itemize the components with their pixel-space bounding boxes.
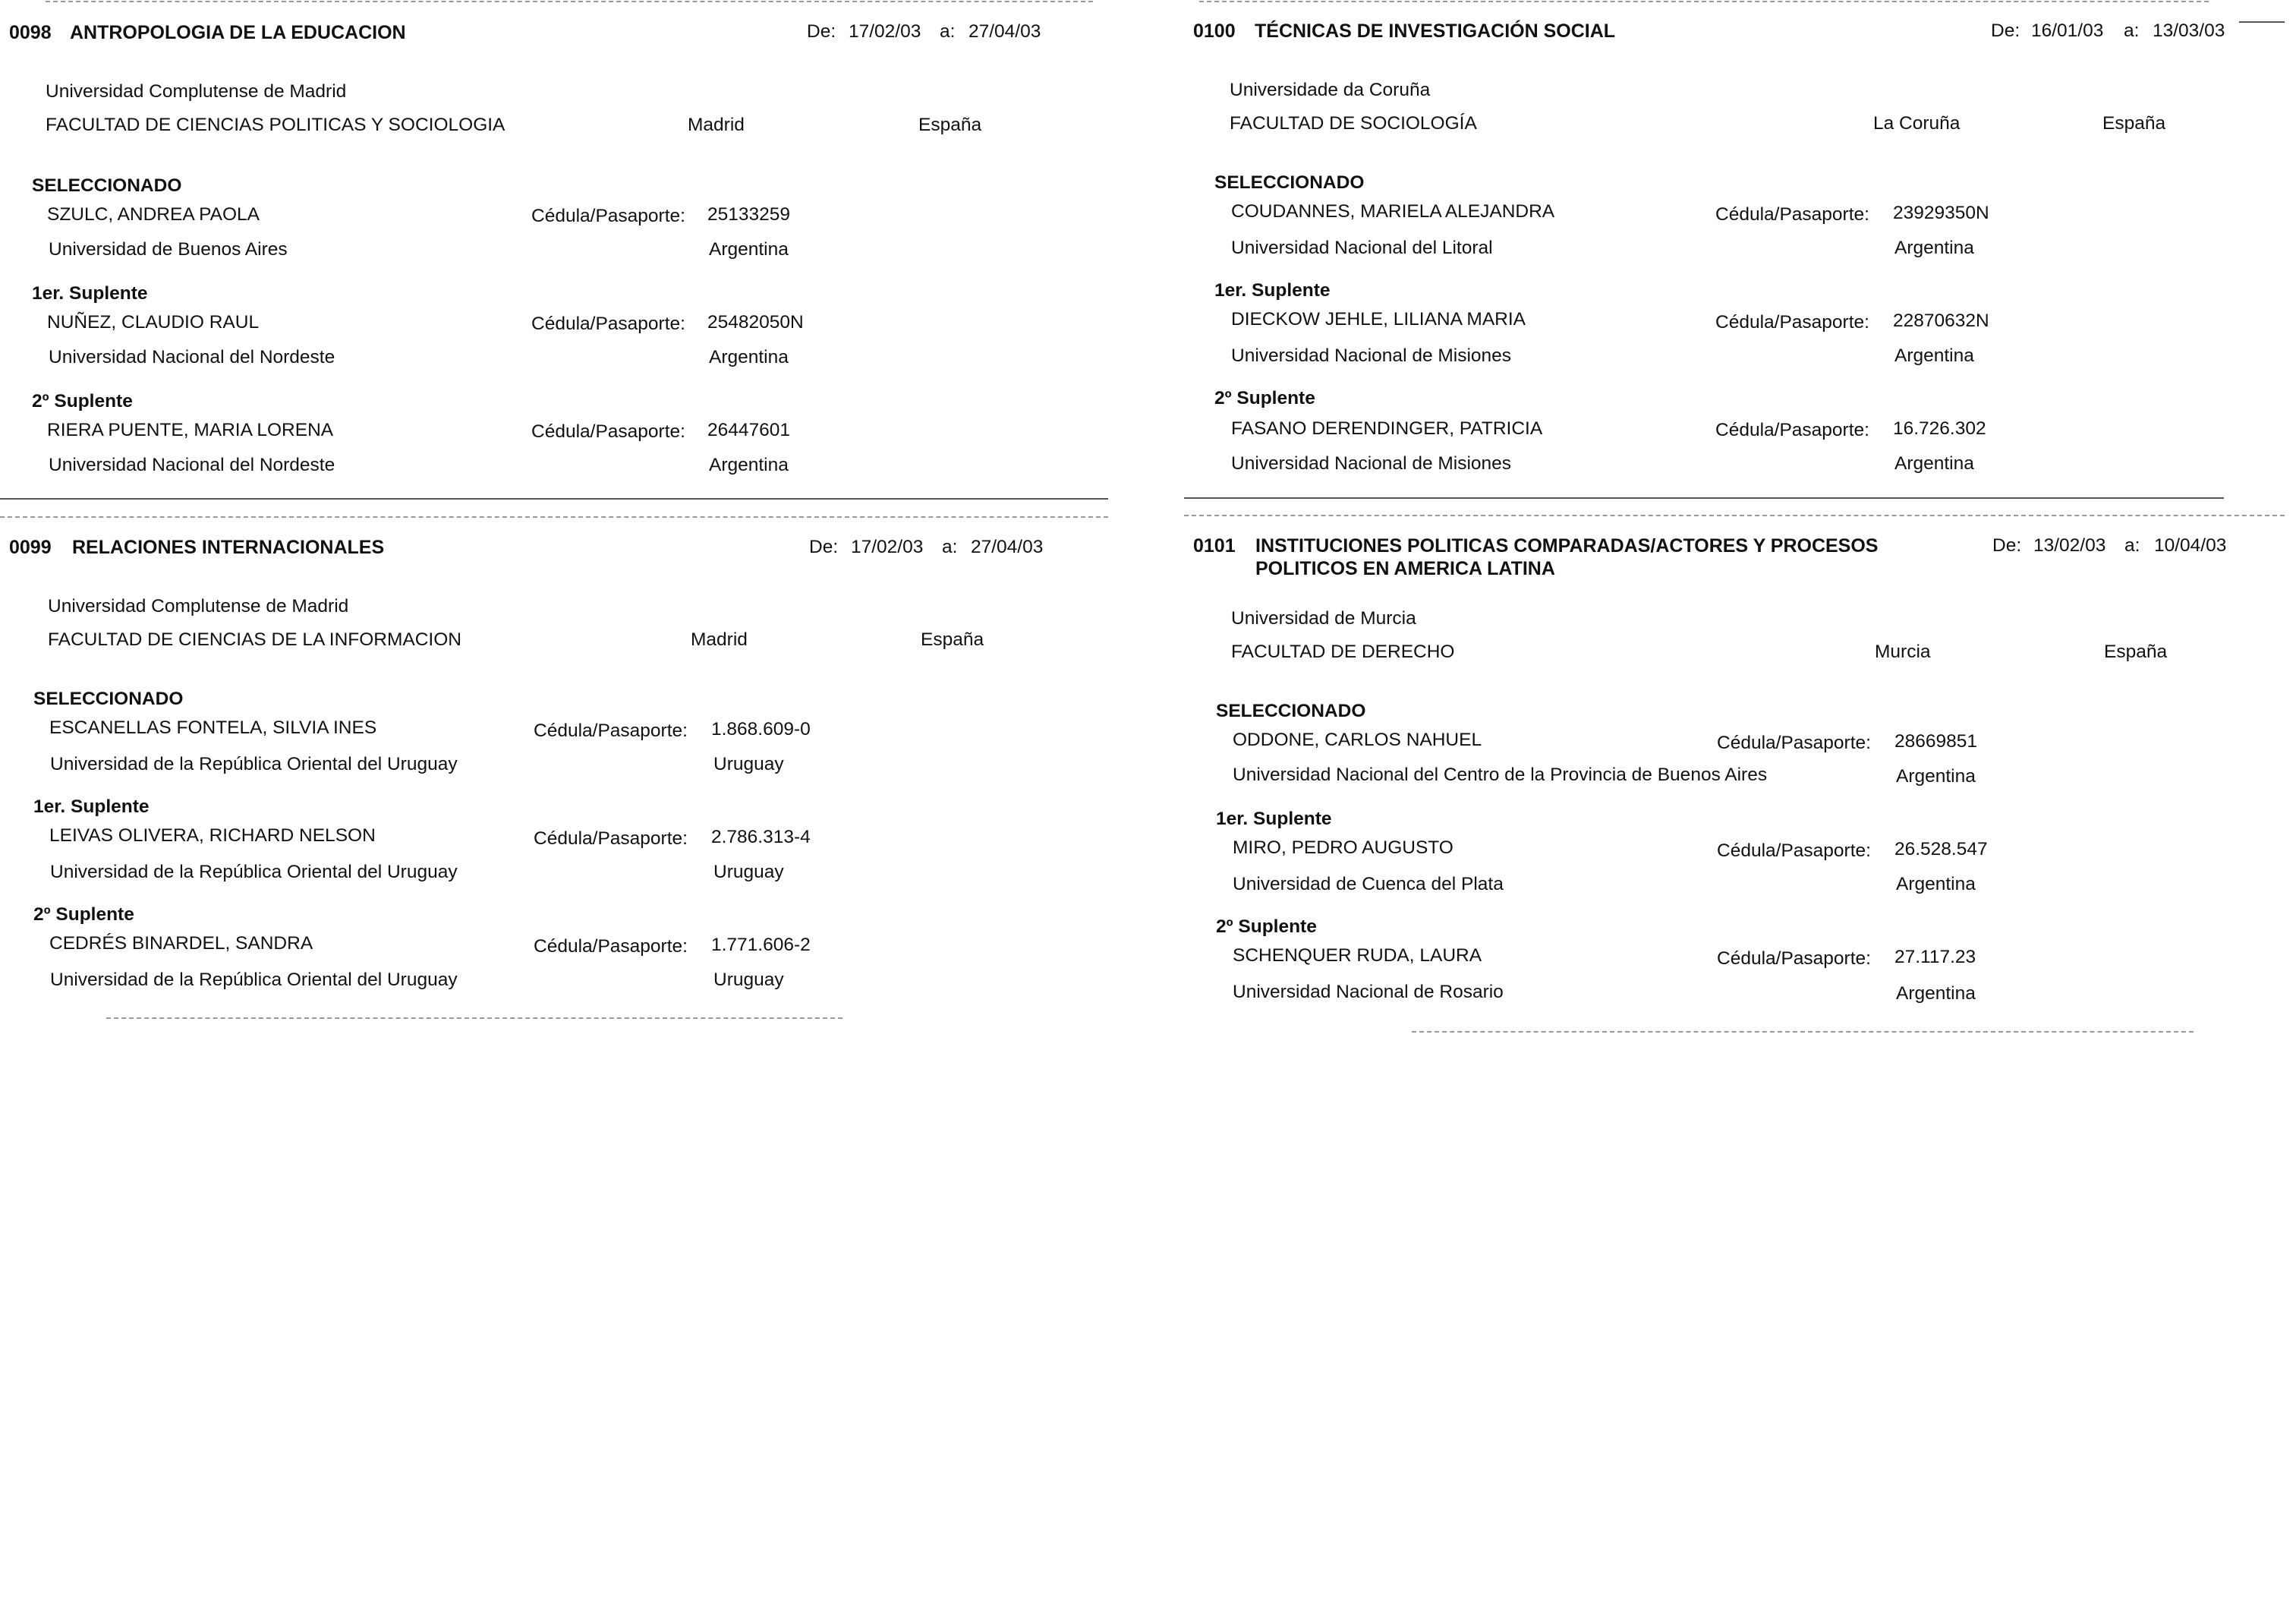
selected-heading: SELECCIONADO [1216,701,1366,721]
course-code: 0100 [1193,20,1236,42]
candidate-id: 28669851 [1894,731,1978,752]
bottom-rule-left [106,1017,842,1019]
id-label: Cédula/Pasaporte: [1717,733,1871,753]
host-faculty: FACULTAD DE SOCIOLOGÍA [1230,113,1477,134]
course-block-0100 [1184,0,2285,486]
id-label: Cédula/Pasaporte: [531,314,685,334]
candidate-name: ODDONE, CARLOS NAHUEL [1233,730,1482,750]
host-city: Madrid [688,115,745,135]
candidate-university: Universidad de la República Oriental del Uruguay [50,862,458,882]
course-code: 0099 [9,537,52,558]
candidate-university: Universidad de Cuenca del Plata [1233,874,1504,894]
date-to: 13/03/03 [2153,20,2225,41]
course-title: INSTITUCIONES POLITICAS COMPARADAS/ACTORES Y PROCESOS [1255,535,1879,557]
selected-heading: SELECCIONADO [32,175,182,196]
host-city: Murcia [1875,642,1931,662]
date-to-label: a: [942,537,958,557]
candidate-country: Argentina [709,239,789,260]
candidate-country: Argentina [1894,453,1974,474]
second-alternate-heading: 2º Suplente [32,391,133,412]
host-country: España [918,115,982,135]
candidate-id: 2.786.313-4 [711,827,811,847]
id-label: Cédula/Pasaporte: [534,721,688,741]
course-title: TÉCNICAS DE INVESTIGACIÓN SOCIAL [1255,20,1616,42]
candidate-id: 25133259 [707,204,791,225]
host-city: Madrid [691,629,748,650]
candidate-id: 22870632N [1893,311,1989,331]
host-faculty: FACULTAD DE DERECHO [1231,642,1455,662]
date-from-label: De: [807,21,836,42]
candidate-country: Uruguay [713,970,784,990]
host-university: Universidad de Murcia [1231,608,1416,629]
candidate-name: MIRO, PEDRO AUGUSTO [1233,837,1454,858]
date-to-label: a: [940,21,956,42]
candidate-university: Universidad Nacional del Nordeste [49,455,335,475]
candidate-name: RIERA PUENTE, MARIA LORENA [47,420,334,440]
candidate-university: Universidad Nacional del Nordeste [49,347,335,367]
id-label: Cédula/Pasaporte: [531,206,685,226]
second-alternate-heading: 2º Suplente [1216,916,1317,937]
course-title: ANTROPOLOGIA DE LA EDUCACION [70,22,406,43]
date-from-label: De: [1992,535,2022,556]
id-label: Cédula/Pasaporte: [1715,312,1869,333]
candidate-name: LEIVAS OLIVERA, RICHARD NELSON [49,825,376,846]
id-label: Cédula/Pasaporte: [1717,948,1871,969]
candidate-id: 27.117.23 [1894,947,1976,967]
host-faculty: FACULTAD DE CIENCIAS POLITICAS Y SOCIOLOGIA [46,115,505,135]
section-rule-left [0,498,1108,500]
host-country: España [921,629,984,650]
course-code: 0098 [9,22,52,43]
host-country: España [2102,113,2166,134]
candidate-country: Uruguay [713,862,784,882]
date-to: 27/04/03 [971,537,1044,557]
candidate-university: Universidad Nacional de Misiones [1231,453,1512,474]
host-university: Universidad Complutense de Madrid [46,81,347,102]
candidate-country: Argentina [1894,345,1974,366]
date-from-label: De: [809,537,839,557]
candidate-university: Universidad Nacional del Litoral [1231,238,1493,258]
id-label: Cédula/Pasaporte: [534,936,688,957]
candidate-country: Uruguay [713,754,784,774]
host-faculty: FACULTAD DE CIENCIAS DE LA INFORMACION [48,629,461,650]
date-from: 17/02/03 [849,21,921,42]
section-rule-right [1184,497,2224,499]
date-to-label: a: [2124,535,2140,556]
candidate-university: Universidad Nacional de Misiones [1231,345,1512,366]
candidate-id: 1.868.609-0 [711,719,811,739]
host-city: La Coruña [1873,113,1961,134]
course-block-0099 [0,516,1123,1017]
selected-heading: SELECCIONADO [33,689,184,709]
id-label: Cédula/Pasaporte: [1717,840,1871,861]
candidate-id: 25482050N [707,312,804,333]
candidate-id: 26.528.547 [1894,839,1988,859]
id-label: Cédula/Pasaporte: [531,421,685,442]
candidate-id: 26447601 [707,420,791,440]
candidate-name: DIECKOW JEHLE, LILIANA MARIA [1231,309,1526,330]
candidate-name: CEDRÉS BINARDEL, SANDRA [49,933,313,954]
host-university: Universidade da Coruña [1230,80,1431,100]
id-label: Cédula/Pasaporte: [1715,420,1869,440]
host-country: España [2104,642,2168,662]
id-label: Cédula/Pasaporte: [1715,204,1869,225]
date-from: 13/02/03 [2033,535,2106,556]
candidate-country: Argentina [1896,766,1976,787]
candidate-country: Argentina [709,455,789,475]
selected-heading: SELECCIONADO [1214,172,1365,193]
course-title-line-2: POLITICOS EN AMERICA LATINA [1255,558,1555,579]
candidate-country: Argentina [1896,874,1976,894]
date-from: 17/02/03 [851,537,924,557]
date-to-label: a: [2124,20,2140,41]
course-code: 0101 [1193,535,1236,557]
date-to: 27/04/03 [968,21,1041,42]
candidate-id: 16.726.302 [1893,418,1986,439]
second-alternate-heading: 2º Suplente [1214,388,1315,408]
candidate-name: COUDANNES, MARIELA ALEJANDRA [1231,201,1555,222]
candidate-name: NUÑEZ, CLAUDIO RAUL [47,312,260,333]
first-alternate-heading: 1er. Suplente [32,283,148,304]
candidate-university: Universidad Nacional de Rosario [1233,982,1504,1002]
date-from: 16/01/03 [2031,20,2104,41]
course-block-0098 [0,0,1123,486]
candidate-university: Universidad de la República Oriental del Uruguay [50,970,458,990]
first-alternate-heading: 1er. Suplente [1216,809,1332,829]
first-alternate-heading: 1er. Suplente [33,796,150,817]
candidate-name: SCHENQUER RUDA, LAURA [1233,945,1482,966]
candidate-country: Argentina [1894,238,1974,258]
candidate-university: Universidad de la República Oriental del Uruguay [50,754,458,774]
second-alternate-heading: 2º Suplente [33,904,134,925]
candidate-country: Argentina [1896,983,1976,1004]
candidate-country: Argentina [709,347,789,367]
candidate-university: Universidad de Buenos Aires [49,239,288,260]
candidate-name: ESCANELLAS FONTELA, SILVIA INES [49,717,377,738]
date-to: 10/04/03 [2154,535,2227,556]
candidate-university: Universidad Nacional del Centro de la Provincia de Buenos Aires [1233,765,1768,785]
id-label: Cédula/Pasaporte: [534,828,688,849]
first-alternate-heading: 1er. Suplente [1214,280,1331,301]
candidate-id: 1.771.606-2 [711,935,811,955]
candidate-name: FASANO DERENDINGER, PATRICIA [1231,418,1543,439]
candidate-id: 23929350N [1893,203,1989,223]
host-university: Universidad Complutense de Madrid [48,596,349,616]
candidate-name: SZULC, ANDREA PAOLA [47,204,260,225]
course-title: RELACIONES INTERNACIONALES [72,537,385,558]
date-from-label: De: [1991,20,2020,41]
course-block-0101 [1184,516,2285,1033]
